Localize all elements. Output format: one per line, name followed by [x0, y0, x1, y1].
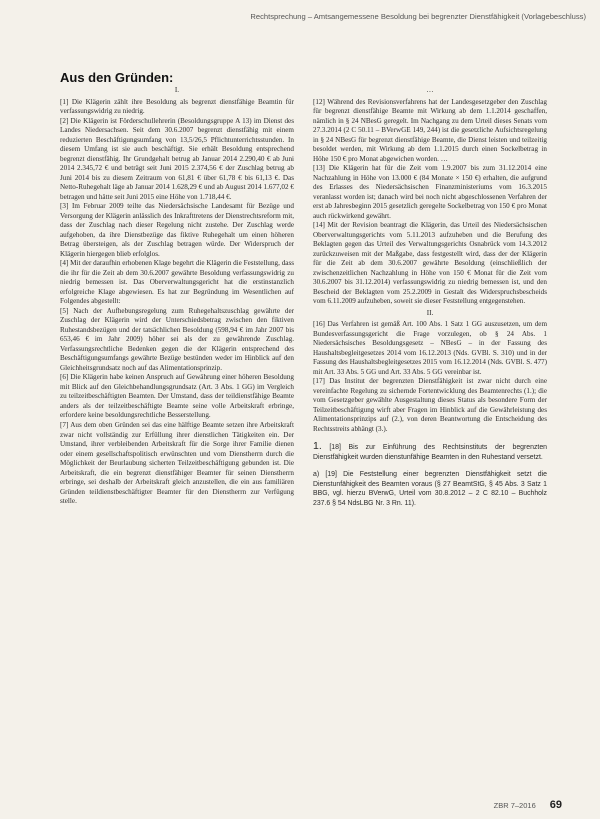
omission-marker: … — [426, 86, 434, 94]
running-head: Rechtsprechung – Amtsangemessene Besoldung bei begrenzter Dienstfähigkeit (Vorlagebeschluss) — [250, 12, 586, 21]
paragraph: [2] Die Klägerin ist Förderschullehrerin (Besoldungsgruppe A 13) im Dienst des Landes Niedersachsen. Seit dem 30.6.2007 begrenzt dienstfähig mit einem reduzierten Beschäftigungsumfang von 13,5/26,5 Pflichtunterrichtsstunden. In diesem Umfang ist sie auch beschäftigt. Sie erhält Besoldung entsprechend begrenzt dienstfähig. Ihr Grundgehalt betrug ab Januar 2014 2.290,40 € ab Juni 2014 2.345,72 € und beträgt seit Juni 2015 2.374,56 € der Zuschlag betrug ab Juni 2014 bis zu diesem Zeitraum von 61,81 € über 61,78 € bis 61,13 €. Das Netto-Ruhegehalt läge ab Januar 2014 1.628,29 € und ab August 2014 1.677,02 € betragen und hätte seit Juni 2015 eine Höhe von 1.718,44 €. — [60, 116, 294, 201]
subsection-letter: a) — [313, 471, 320, 479]
section-heading: Aus den Gründen: — [60, 70, 174, 85]
spacer — [313, 462, 547, 470]
left-column — [60, 84, 294, 754]
subsection-number: 1. — [313, 440, 322, 453]
subsection-a — [313, 470, 547, 508]
journal-issue: ZBR 7–2016 — [493, 801, 536, 810]
paragraph: [7] Aus dem oben Gründen sei das eine hälftige Beamte setzen ihre Arbeitskraft zwar nicht vollständig zur Erfüllung ihrer dienstlichen Tätigkeiten ein. Der Umstand, ihrer verbleibenden Arbeitskraft für die Sorge ihrer Familie dienen oder einem gesellschaftspolitisch erwünschten und vom Dienstherrn durch die Möglichkeit der Beurlaubung sicherten Teilzeitbeschäftigung gebunden ist. Die Arbeitskraft, die ein begrenzt dienstfähiger Beamter für seinen Dienstherrn erbringe, sei deshalb der Arbeitskraft gleich anzustellen, die ein aus familiären Gründen teildienstbeschäftigter Beamter für den Dienstherrn zur Verfügung stelle. — [60, 421, 294, 506]
paragraph: [6] Die Klägerin habe keinen Anspruch auf Gewährung einer höheren Besoldung mit Blick auf den Gleichbehandlungsgrundsatz (Art. 3 Abs. 1 GG) im Vergleich zu teilzeitbeschäftigten Beamten. Der Umstand, dass der teildienstfähige Beamte anders als der teilzeitbeschäftigte Beamte seine volle Arbeitskraft erbringe, erfordere keine besoldungsrechtliche Besserstellung. — [60, 373, 294, 420]
paragraph: [13] Die Klägerin hat für die Zeit vom 1.9.2007 bis zum 31.12.2014 eine Nachzahlung in Höhe von 13.000 € (84 Monate × 150 €) erhalten, die aufgrund des Erlasses des Niedersächsischen Finanzministeriums vom 16.3.2015 veranlasst worden ist; danach wird bei noch nicht abgeschlossenen Verfahren der erst ab Jahresbeginn 2015 gesetzlich geregelte Sockelbetrag von 150 € pro Monat auch rückwirkend gewährt. — [313, 164, 547, 220]
spacer — [313, 434, 547, 442]
paragraph: [3] Im Februar 2009 teilte das Niedersächsische Landesamt für Bezüge und Versorgung der Klägerin anlässlich des Inkrafttretens der Dienstrechtsreform mit, dass der Zuschlag nach dieser Regelung nicht zustehe. Der Zuschlag werde aufgehoben, da ihre Dienstbezüge das fiktive Ruhegehalt um einen höheren Betrag übersteigen, als der Zuschlag betragen würde. Der Widerspruch der Klägerin hiergegen blieb erfolglos. — [60, 202, 294, 258]
paragraph: [1] Die Klägerin zählt ihre Besoldung als begrenzt dienstfähige Beamtin für verfassungswidrig zu niedrig. — [60, 97, 294, 115]
roman-numeral-heading: I. — [174, 86, 180, 94]
paragraph: [4] Mit der daraufhin erhobenen Klage begehrt die Klägerin die Feststellung, dass die ihr für die Zeit ab dem 30.6.2007 gewährte Besoldung verfassungswidrig zu niedrig bemessen ist. Das Oberverwaltungsgericht hat die erstinstanzlich erfolgreiche Klage abgewiesen. Es hat zur Begründung im Wesentlichen auf Folgendes abgestellt: — [60, 259, 294, 306]
page-footer — [494, 799, 562, 811]
page-number: 69 — [549, 799, 562, 811]
paragraph: [5] Nach der Aufhebungsregelung zum Ruhegehaltszuschlag gewährte der Zuschlag der Klägerin wird der Unterschiedsbetrag zwischen den fiktiven Ruhestandsbezügen und der tatsächlichen Besoldung (598,94 € im Jahr 2007 bis 653,46 € im Jahr 2009) höher sei als der zu gewährende Zuschlag. Verfassungsrechtliche Bedenken gegen die der Klägerin entsprechend des Beschäftigungsumfangs gewährte Bezüge bestünden weder im Hinblick auf den Gleichheitsgrundsatz noch auf das Alimentationsprinzip. — [60, 306, 294, 372]
right-column — [313, 84, 547, 754]
roman-numeral-heading: II. — [426, 308, 434, 317]
paragraph: [17] Das Institut der begrenzten Dienstfähigkeit ist zwar nicht durch eine vereinfachte Regelung zu sichernde Fortentwicklung des Beamtenrechts (1.); die vom Gesetzgeber gewählte Ausgestaltung dieses Status als besondere Form der Teilzeitbeschäftigung wirft aber Fragen im Hinblick auf die Gewährleistung des Alimentationsprinzips auf (2.), von deren Beantwortung die Entscheidung des Rechtsstreits abhängt (3.). — [313, 377, 547, 433]
subsection-1 — [313, 442, 547, 462]
paragraph: [16] Das Verfahren ist gemäß Art. 100 Abs. 1 Satz 1 GG auszusetzen, um dem Bundesverfassungsgericht die Frage vorzulegen, ob § 24 Abs. 1 Niedersächsisches Besoldungsgesetz – NBesG – in der Fassung des Haushaltsbegleitgesetzes 2014 vom 16.12.2013 (Nds. GVBl. S. 310) und in der Fassung des Haushaltsbegleitgesetzes 2015 vom 16.12.2014 (Nds. GVBl. S. 477) mit Art. 33 Abs. 5 GG und Art. 33 Abs. 5 GG vereinbar ist. — [313, 320, 547, 376]
subsection-text: [18] Bis zur Einführung des Rechtsinstituts der begrenzten Dienstfähigkeit wurden dienstunfähige Beamten in den Ruhestand versetzt. — [313, 444, 547, 461]
paragraph: [12] Während des Revisionsverfahrens hat der Landesgesetzgeber den Zuschlag für begrenzt dienstfähige Beamte mit Wirkung ab dem 1.1.2014 geschaffen, nämlich in § 24 NBesG geregelt. Im Nachgang zu dem Urteil dieses Senats vom 27.3.2014 (2 C 50.11 – BVerwGE 149, 244) ist die gesetzliche Aufsichtsregelung in § 24 NBesG für begrenzt dienstfähige Beamte, die Dienst leisten und teilzeitig besoldet werden, mit Wirkung ab dem 1.1.2015 durch einen Sockelbetrag in Höhe 150 € pro Monat abgewichen worden. … — [313, 97, 547, 163]
subsection-text: [19] Die Feststellung einer begrenzten Dienstfähigkeit setzt die Dienstunfähigkeit des Beamten voraus (§ 27 BeamtStG, § 45 Abs. 3 Satz 1 BBG, vgl. hierzu BVerwG, Urteil vom 30.8.2012 – 2 C 82.10 – Buchholz 237.6 § 54 NdsLBG Nr. 3 Rn. 11). — [313, 471, 547, 507]
paragraph: [14] Mit der Revision beantragt die Klägerin, das Urteil des Niedersächsischen Oberverwaltungsgerichts vom 5.11.2013 aufzuheben und die Berufung des Beklagten gegen das Urteil des Verwaltungsgerichts Osnabrück vom 14.3.2012 zurückzuweisen mit der Maßgabe, dass festgestellt wird, dass der der Klägerin für die Zeit ab dem 30.6.2007 gewährte Besoldung (einschließlich der zwischenzeitlichen Nachzahlung in Höhe von 150 € Monat für die Zeit vom 30.6.2007 bis 31.12.2014) verfassungswidrig zu niedrig bemessen ist, und den Bescheid der Beklagten vom 25.2.2009 in Gestalt des Widerspruchsbescheids vom 6.11.2009 aufzuheben, soweit sie dieser Feststellung entgegenstehen. — [313, 221, 547, 306]
